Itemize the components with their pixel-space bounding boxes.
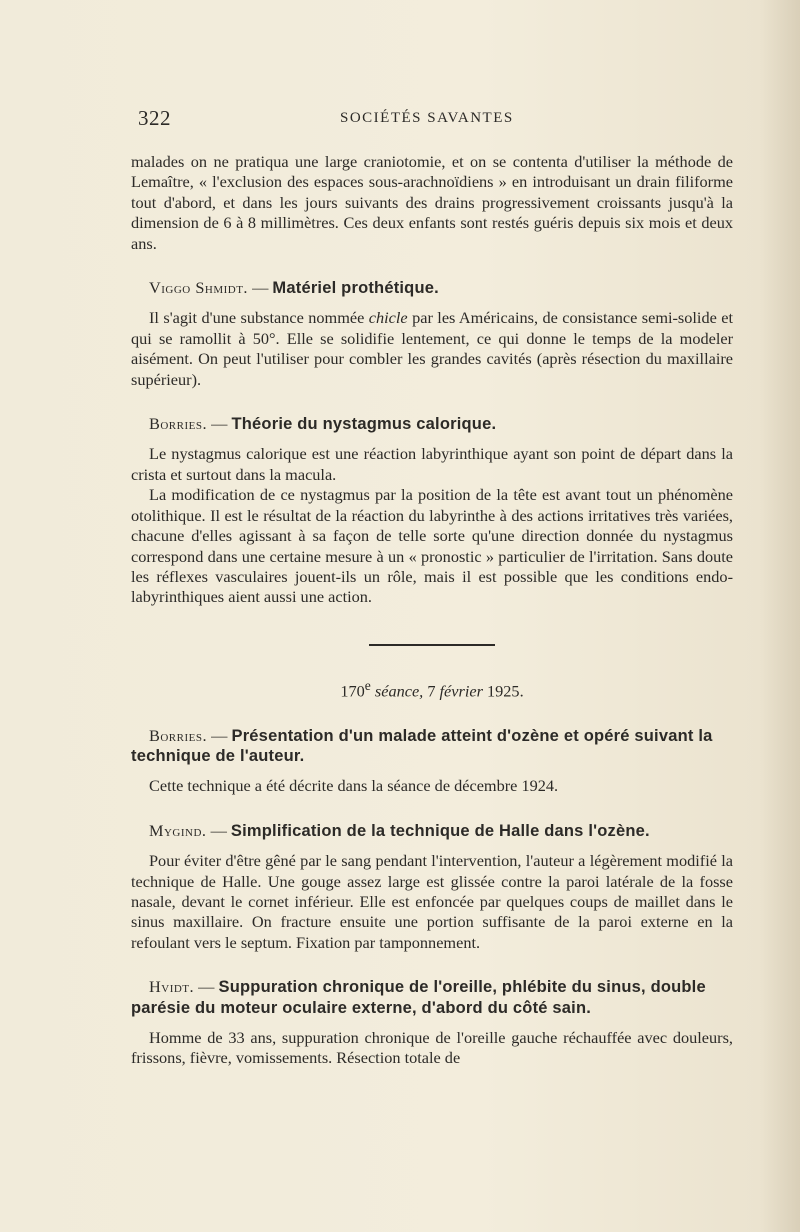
paragraph	[131, 308, 733, 390]
text-run: Il s'agit d'une substance nommée	[149, 308, 369, 328]
section-divider	[369, 644, 495, 646]
paragraph: Le nystagmus calorique est une réaction labyrinthique ayant son point de départ dans la crista et surtout dans la macula.	[131, 444, 733, 484]
heading-dash: —	[206, 820, 231, 840]
heading-dash: —	[207, 725, 232, 745]
session-year: 1925.	[482, 681, 524, 701]
session-number: 170	[340, 681, 365, 701]
communication-title: Suppuration chronique de l'oreille, phlébite du sinus, double parésie du moteur oculaire externe, d'abord du côté sain.	[131, 978, 706, 1017]
speaker-name: Hvidt.	[149, 977, 195, 997]
speaker-name: Borries.	[149, 414, 208, 434]
section-heading-borries-ozene	[131, 726, 733, 767]
section-heading-hvidt	[131, 977, 733, 1018]
session-month: février	[439, 681, 483, 701]
section-heading-borries-nystagmus	[131, 414, 733, 434]
paragraph: La modification de ce nystagmus par la position de la tête est avant tout un phénomène otolithique. Il est le résultat de la réaction du labyrinthe à des actions irritatives très variées, chacune d'elles agissant à sa façon de telle sorte qu'une direction donnée du nystagmus correspond dans une certaine mesure à un « pronostic » particulier de l'irritation. Sans doute les réflexes vasculaires jouent-ils un rôle, mais il est possible que les conditions endo-labyrinthiques aient aussi une action.	[131, 485, 733, 607]
communication-title: Théorie du nystagmus calorique.	[231, 415, 497, 434]
paragraph: Homme de 33 ans, suppuration chronique de l'oreille gauche réchauffée avec douleurs, frissons, fièvre, vomissements. Résection totale de	[131, 1028, 733, 1068]
section-heading-shmidt	[131, 278, 733, 298]
heading-dash: —	[207, 414, 232, 434]
page-content	[131, 152, 733, 1069]
communication-title: Simplification de la technique de Halle dans l'ozène.	[230, 821, 650, 840]
section-heading-mygind	[131, 821, 733, 841]
speaker-name: Borries.	[149, 725, 208, 745]
paragraph: Cette technique a été décrite dans la séance de décembre 1924.	[149, 776, 559, 796]
intro-paragraph: malades on ne pratiqua une large craniotomie, et on se contenta d'utiliser la méthode de Lemaître, « l'exclusion des espaces sous-arachnoïdiens » en introduisant un drain filiforme tout d'abord, et dans les jours suivants des drains progressivement croissants jusqu'à la dimension de 6 à 8 millimètres. Ces deux enfants sont restés guéris depuis six mois et deux ans.	[131, 152, 733, 253]
speaker-name: Mygind.	[149, 820, 207, 840]
speaker-name: Viggo Shmidt.	[149, 278, 248, 298]
page-number: 322	[138, 106, 171, 130]
communication-title: Présentation d'un malade atteint d'ozène et opéré suivant la technique de l'auteur.	[131, 726, 713, 765]
heading-dash: —	[248, 278, 273, 298]
communication-title: Matériel prothétique.	[272, 279, 439, 298]
session-label: séance,	[370, 681, 424, 701]
text-run: par les Américains, de consistance semi-solide et qui se ramollit à 50°. Elle se solidifie lentement, ce qui donne le temps de la modeler aisément. On peut l'utiliser pour combler les grandes cavités (après résection du maxillaire supérieur).	[131, 308, 734, 389]
session-superscript: e	[364, 677, 371, 693]
paragraph: Pour éviter d'être gêné par le sang pendant l'intervention, l'auteur a légèrement modifié la technique de Halle. Une gouge assez large est glissée contre la paroi latérale de la fosse nasale, devant le cornet inférieur. Elle est enfoncée par quelques coups de maillet dans le sinus maxillaire. On fracture ensuite une portion suffisante de la paroi externe en la refoulant vers le septum. Fixation par tamponnement.	[131, 851, 733, 952]
running-head: SOCIÉTÉS SAVANTES	[340, 110, 514, 126]
page-header	[138, 106, 732, 136]
session-date	[131, 676, 733, 702]
session-day: 7	[423, 681, 440, 701]
italic-term: chicle	[368, 308, 408, 328]
heading-dash: —	[194, 977, 219, 997]
